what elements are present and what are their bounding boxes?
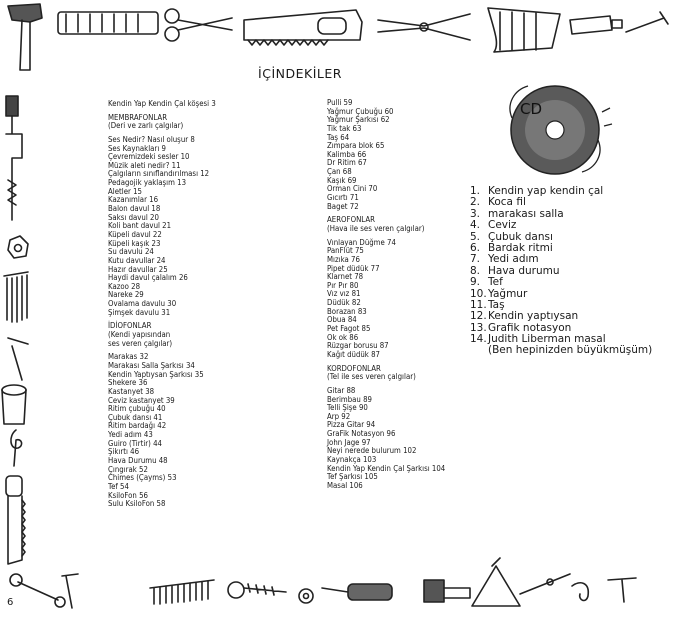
track-title: Yağmur (488, 287, 528, 300)
toc-entry: Kaşık 69 (327, 175, 357, 185)
toc-entry: (Deri ve zarlı çalgılar) (108, 121, 184, 131)
toc-entry: Pizza Gitar 94 (327, 420, 376, 430)
toc-entry: Neyi nerede bulurum 102 (327, 446, 417, 456)
toc-entry: Dr Ritim 67 (327, 158, 367, 168)
nail-icon (8, 338, 28, 380)
toc-entry: Şikırtı 46 (108, 447, 140, 457)
washer-icon (299, 589, 313, 603)
track-item (470, 220, 652, 231)
track-item (470, 311, 652, 322)
triangle-instrument-icon (472, 558, 520, 606)
toc-entry: Kendin Yaptıysan Şarkısı 35 (108, 369, 204, 379)
page-number: 6 (7, 597, 14, 608)
toc-entry: Kağıt düdük 87 (327, 349, 380, 359)
toc-entry: Marakası Salla Şarkısı 34 (108, 360, 195, 370)
toc-entry: Zımpara blok 65 (327, 141, 385, 151)
toc-entry: John Jage 97 (327, 437, 371, 447)
toc-entry: Klarnet 78 (327, 272, 364, 282)
toc-entry: Saksı davul 20 (108, 212, 159, 222)
toc-entry: Pipet düdük 77 (327, 263, 380, 273)
toc-entry: Pet Fagot 85 (327, 324, 371, 334)
toc-entry: Ovalama davulu 30 (108, 299, 177, 309)
toc-entry: Şimşek davulu 31 (108, 307, 171, 317)
toc-entry: Çubuk dansı 41 (108, 412, 163, 422)
toc-entry: Chimes (Çayms) 53 (108, 473, 177, 483)
toc-entry: Tik tak 63 (327, 123, 362, 133)
toc-entry: Taş 64 (327, 132, 350, 142)
triangle-beater-icon (520, 574, 570, 594)
toc-entry: Balon davul 18 (108, 204, 161, 214)
track-title: Kendin yap kendin çal (488, 185, 604, 197)
toc-entry: Telli Şişe 90 (327, 403, 368, 413)
toc-entry: Çalgıların sınıflandırılması 12 (108, 169, 210, 179)
toc-entry: (Kendi yapısından (108, 330, 171, 340)
toc-entry: ses veren çalgılar) (108, 338, 173, 348)
track-title: Taş (488, 298, 505, 311)
toc-entry: Kazanımlar 16 (108, 195, 159, 205)
toc-entry: Kendin Yap Kendin Çal köşesi 3 (108, 99, 216, 108)
track-title: Tef (488, 276, 503, 289)
toc-entry: Pulli 59 (327, 98, 353, 107)
toc-entry: Kaynakça 103 (327, 454, 377, 464)
toc-entry: KORDOFONLAR (327, 363, 381, 373)
track-number: 13. (470, 321, 487, 334)
track-number: 2. (470, 196, 481, 209)
screwdriver-icon (322, 584, 392, 600)
track-title: Çubuk dansı (488, 230, 553, 243)
toc-entry: Kendin Yap Kendin Çal Şarkısı 104 (327, 463, 446, 473)
track-number: 3. (470, 207, 481, 220)
toc-entry: Obua 84 (327, 315, 357, 325)
toc-entry: Mızıka 76 (327, 254, 360, 264)
toc-entry: Borazan 83 (327, 306, 367, 316)
nail-icon (626, 12, 668, 32)
toc-entry: Guiro (Tirtir) 44 (108, 438, 162, 448)
toc-left-column (108, 100, 216, 509)
pliers-icon (378, 14, 470, 40)
track-title: Koca fil (488, 196, 526, 209)
toc-entry: Ok ok 86 (327, 332, 359, 342)
track-number: 12. (470, 310, 487, 323)
scissors-icon (165, 9, 232, 41)
toc-entry: Çıngırak 52 (108, 464, 148, 474)
hand-drill-icon (6, 96, 22, 220)
toc-entry: Yağmur Şarkısı 62 (327, 115, 390, 125)
comb-icon (150, 580, 214, 604)
treble-clef-icon (11, 430, 22, 466)
cd-track-list (470, 186, 652, 357)
toc-entry: AEROFONLAR (327, 215, 375, 225)
toc-entry: (Tel ile ses veren çalgılar) (327, 372, 416, 382)
toc-entry: Hazır davullar 25 (108, 264, 168, 274)
track-number: 4. (470, 219, 481, 232)
cd-label: CD (520, 100, 543, 118)
toc-entry: Ses Nedir? Nasıl oluşur 8 (108, 134, 195, 144)
toc-entry: Aletler 15 (108, 186, 142, 196)
track-title: Yedi adım (488, 253, 539, 266)
hammer-icon (8, 4, 42, 70)
drum-icon (2, 385, 26, 424)
toc-entry: Orman Cini 70 (327, 184, 378, 194)
toc-entry: Arp 92 (327, 411, 351, 421)
harp-icon (488, 8, 560, 52)
toc-entry: Gıcırtı 71 (327, 193, 359, 203)
saw-icon (244, 10, 362, 45)
toc-entry: Kastanyet 38 (108, 386, 155, 396)
nail-icon (608, 578, 636, 602)
toc-entry: Tef Şarkısı 105 (327, 472, 378, 482)
track-title: Bardak ritmi (488, 241, 553, 254)
screw-icon (228, 582, 286, 598)
toc-entry: Ceviz kastanyet 39 (108, 395, 175, 405)
toc-entry: Kutu davullar 24 (108, 255, 166, 265)
track-number: 8. (470, 264, 481, 277)
toc-entry: KsiloFon 56 (108, 490, 148, 500)
track-number: 6. (470, 241, 481, 254)
toc-entry: GraFik Notasyon 96 (327, 429, 396, 439)
music-notes-icon (572, 583, 588, 601)
pipe-wrench-icon (58, 12, 158, 34)
toc-entry: Hava Durumu 48 (108, 455, 168, 465)
toc-entry: Su davulu 24 (108, 247, 154, 257)
toc-entry: Düdük 82 (327, 298, 361, 308)
nut-icon (8, 236, 28, 258)
track-title: Grafik notasyon (488, 321, 572, 334)
toc-entry: Ses Kaynakları 9 (108, 143, 166, 153)
toc-entry: Sulu KsiloFon 58 (108, 499, 166, 509)
track-number: 7. (470, 253, 481, 266)
toc-entry: Marakas 32 (108, 352, 149, 362)
track-title: Judith Liberman masal (488, 333, 606, 346)
toc-entry: Tef 54 (108, 481, 129, 491)
toc-entry: Ritim çubuğu 40 (108, 404, 166, 414)
track-title-continuation: (Ben hepinizden büyükmüşüm) (488, 344, 653, 357)
track-number: 9. (470, 276, 481, 289)
track-number: 1. (470, 185, 481, 197)
toc-entry: Çan 68 (327, 167, 352, 177)
toc-entry: Küpeli kaşık 23 (108, 238, 161, 248)
track-number: 10. (470, 287, 487, 300)
toc-entry: MEMBRAFONLAR (108, 112, 168, 122)
toc-entry: Çevremizdeki sesler 10 (108, 152, 190, 162)
toc-entry: Pedagojik yaklaşım 13 (108, 178, 187, 188)
toc-entry: Haydi davul çalalım 26 (108, 273, 188, 283)
glue-tube-icon (570, 16, 622, 34)
toc-entry: Shekere 36 (108, 378, 148, 388)
chimes-icon (4, 272, 28, 322)
page-title: İÇİNDEKİLER (258, 66, 342, 81)
toc-entry: Yedi adım 43 (108, 430, 153, 440)
toc-entry: Rüzgar borusu 87 (327, 341, 389, 351)
toc-entry: Yağmur Çubuğu 60 (327, 106, 394, 116)
toc-entry: PanFlüt 75 (327, 246, 364, 256)
toc-entry: Berimbau 89 (327, 394, 372, 404)
track-item (470, 277, 652, 288)
toc-entry: Vınlayan Düğme 74 (327, 237, 396, 247)
toc-entry: Ritim bardağı 42 (108, 421, 167, 431)
track-title: Hava durumu (488, 264, 560, 277)
toc-entry: Koli bant davul 21 (108, 221, 172, 231)
track-number: 14. (470, 333, 487, 346)
toc-middle-column (327, 99, 445, 491)
bolt-icon (424, 580, 470, 602)
track-title: Ceviz (488, 219, 517, 232)
toc-entry: Baget 72 (327, 201, 359, 211)
track-number: 11. (470, 298, 487, 311)
wrench-icon (10, 574, 65, 607)
toc-entry: Pır Pır 80 (327, 280, 359, 290)
track-title: Kendin yaptıysan (488, 310, 579, 323)
toc-entry: Kalimba 66 (327, 149, 367, 159)
handsaw-icon (6, 476, 25, 564)
toc-entry: Masal 106 (327, 480, 363, 490)
toc-entry: Vız vız 81 (327, 289, 361, 299)
toc-entry: (Hava ile ses veren çalgılar) (327, 223, 425, 233)
toc-entry: Gitar 88 (327, 385, 356, 395)
toc-entry: Küpeli davul 22 (108, 229, 162, 239)
toc-entry: İDİOFONLAR (108, 321, 152, 331)
track-number: 5. (470, 230, 481, 243)
toc-entry: Nareke 29 (108, 290, 144, 300)
toc-entry: Müzik aleti nedir? 11 (108, 160, 181, 170)
toc-entry: Kazoo 28 (108, 281, 141, 291)
track-title: marakası salla (488, 207, 564, 220)
